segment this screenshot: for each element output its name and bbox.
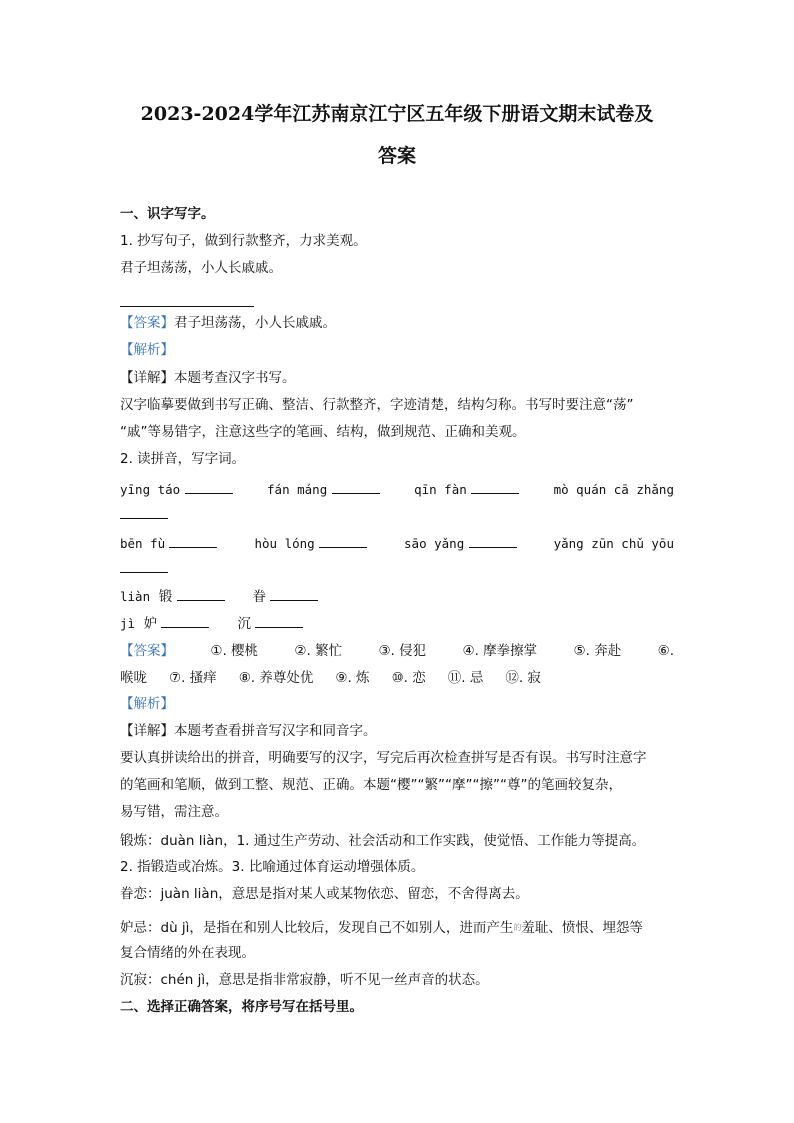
answer-text: 君子坦荡荡，小人长戚戚。 [174,315,336,331]
doc-title-line2: 答案 [377,145,416,167]
juanlian: 眷恋：juàn liàn，意思是指对某人或某物依恋、留恋，不舍得离去。 [120,886,529,902]
q1-sentence: 君子坦荡荡，小人长戚戚。 [120,260,282,276]
blank[interactable] [177,588,225,601]
q1-analysis-tag: 【解析】 [120,342,174,358]
blank[interactable] [161,615,209,628]
duji-small-char: 的 [513,923,522,932]
answer-item: ③. 侵犯 [378,643,427,659]
q2-explain-1: 要认真拼读给出的拼音，明确要写的汉字，写完后再次检查拼写是否有误。书写时注意字 [120,750,647,766]
pinyin: yīng táo [120,482,181,497]
detail-text: 本题考查看拼音写汉字和同音字。 [174,723,377,739]
q1-answer [120,314,674,332]
q2-prompt: 2. 读拼音，写字词。 [120,451,246,467]
pinyin-row-3 [120,588,674,606]
duji-text: 羞耻、愤恨、埋怨等 [521,920,643,936]
blank[interactable] [120,560,168,573]
q1-explain-2: “戚”等易错字，注意这些字的笔画、结构，做到规范、正确和美观。 [120,424,526,440]
detail-text: 本题考查汉字书写。 [174,370,296,386]
detail-tag: 【详解】 [120,723,174,739]
pinyin: sāo yǎng [404,536,465,551]
char: 眷 [252,589,266,605]
pinyin: qīn fàn [414,482,467,497]
blank[interactable] [469,535,517,548]
duanlian-2: 2. 指锻造或冶炼。3. 比喻通过体育运动增强体质。 [120,859,425,875]
char: 锻 [158,589,173,605]
q2-detail [120,722,674,740]
blank[interactable] [270,588,318,601]
answer-item: ⑤. 奔赴 [573,643,622,659]
q1-answer-blank [120,290,254,307]
answer-item: ②. 繁忙 [294,643,343,659]
answer-item: ⑧. 养尊处优 [238,670,314,686]
duji-1 [120,919,674,937]
pinyin: liàn [120,589,151,604]
q2-answers-2 [120,669,674,687]
q2-answers-1 [120,642,674,660]
blank[interactable] [120,506,168,519]
duji-text: 妒忌：dù jì，是指在和别人比较后，发现自己不如别人，进而产生 [120,920,514,936]
blank[interactable] [471,481,519,494]
detail-tag: 【详解】 [120,370,174,386]
pinyin: yǎng zūn chǔ yōu [553,536,674,551]
section-1-heading: 一、识字写字。 [120,206,215,222]
pinyin: mò quán cā zhǎng [553,482,674,497]
pinyin: fán máng [267,482,328,497]
duanlian-1: 锻炼：duàn liàn，1. 通过生产劳动、社会活动和工作实践，使觉悟、工作能力等提高。 [120,833,646,849]
blank[interactable] [169,535,217,548]
q1-detail [120,369,674,387]
answer-item: ⑫. 寂 [505,670,541,686]
doc-title-line1: 2023-2024学年江苏南京江宁区五年级下册语文期末试卷及 [140,103,654,125]
answer-tag: 【答案】 [120,315,174,331]
blank[interactable] [319,535,367,548]
pinyin: hòu lóng [254,536,315,551]
answer-tag: 【答案】 [120,643,174,659]
chenji: 沉寂：chén jì，意思是指非常寂静，听不见一丝声音的状态。 [120,972,489,988]
blank[interactable] [332,481,380,494]
answer-item: ⑦. 搔痒 [169,670,217,686]
answer-item: ⑪. 忌 [447,670,484,686]
section-2-heading: 二、选择正确答案，将序号写在括号里。 [120,999,363,1015]
q1-explain-1: 汉字临摹要做到书写正确、整洁、行款整齐，字迹清楚，结构匀称。书写时要注意“荡” [120,397,634,413]
q1-prompt: 1. 抄写句子，做到行款整齐，力求美观。 [120,233,367,249]
duji-2: 复合情绪的外在表现。 [120,945,255,961]
answer-item: ⑩. 恋 [391,670,426,686]
pinyin-row-2 [120,535,674,553]
answer-item: ④. 摩拳擦掌 [462,643,538,659]
blank[interactable] [185,481,233,494]
pinyin: bēn fù [120,536,166,551]
answer-item: ⑨. 炼 [335,670,370,686]
answer-item: ①. 樱桃 [210,643,259,659]
char: 沉 [237,616,251,632]
q2-analysis-tag: 【解析】 [120,696,174,712]
blank[interactable] [255,615,303,628]
q2-explain-2: 的笔画和笔顺，做到工整、规范、正确。本题“樱”“繁”“摩”“擦”“尊”的笔画较复杂， [120,777,622,793]
q2-explain-3: 易写错，需注意。 [120,804,228,820]
char: 妒 [143,616,158,632]
pinyin-row-4 [120,615,674,633]
answer-item: ⑥. [657,643,674,659]
pinyin: jì [120,616,136,631]
pinyin-row-1 [120,481,674,499]
answer-item: 喉咙 [120,670,147,686]
